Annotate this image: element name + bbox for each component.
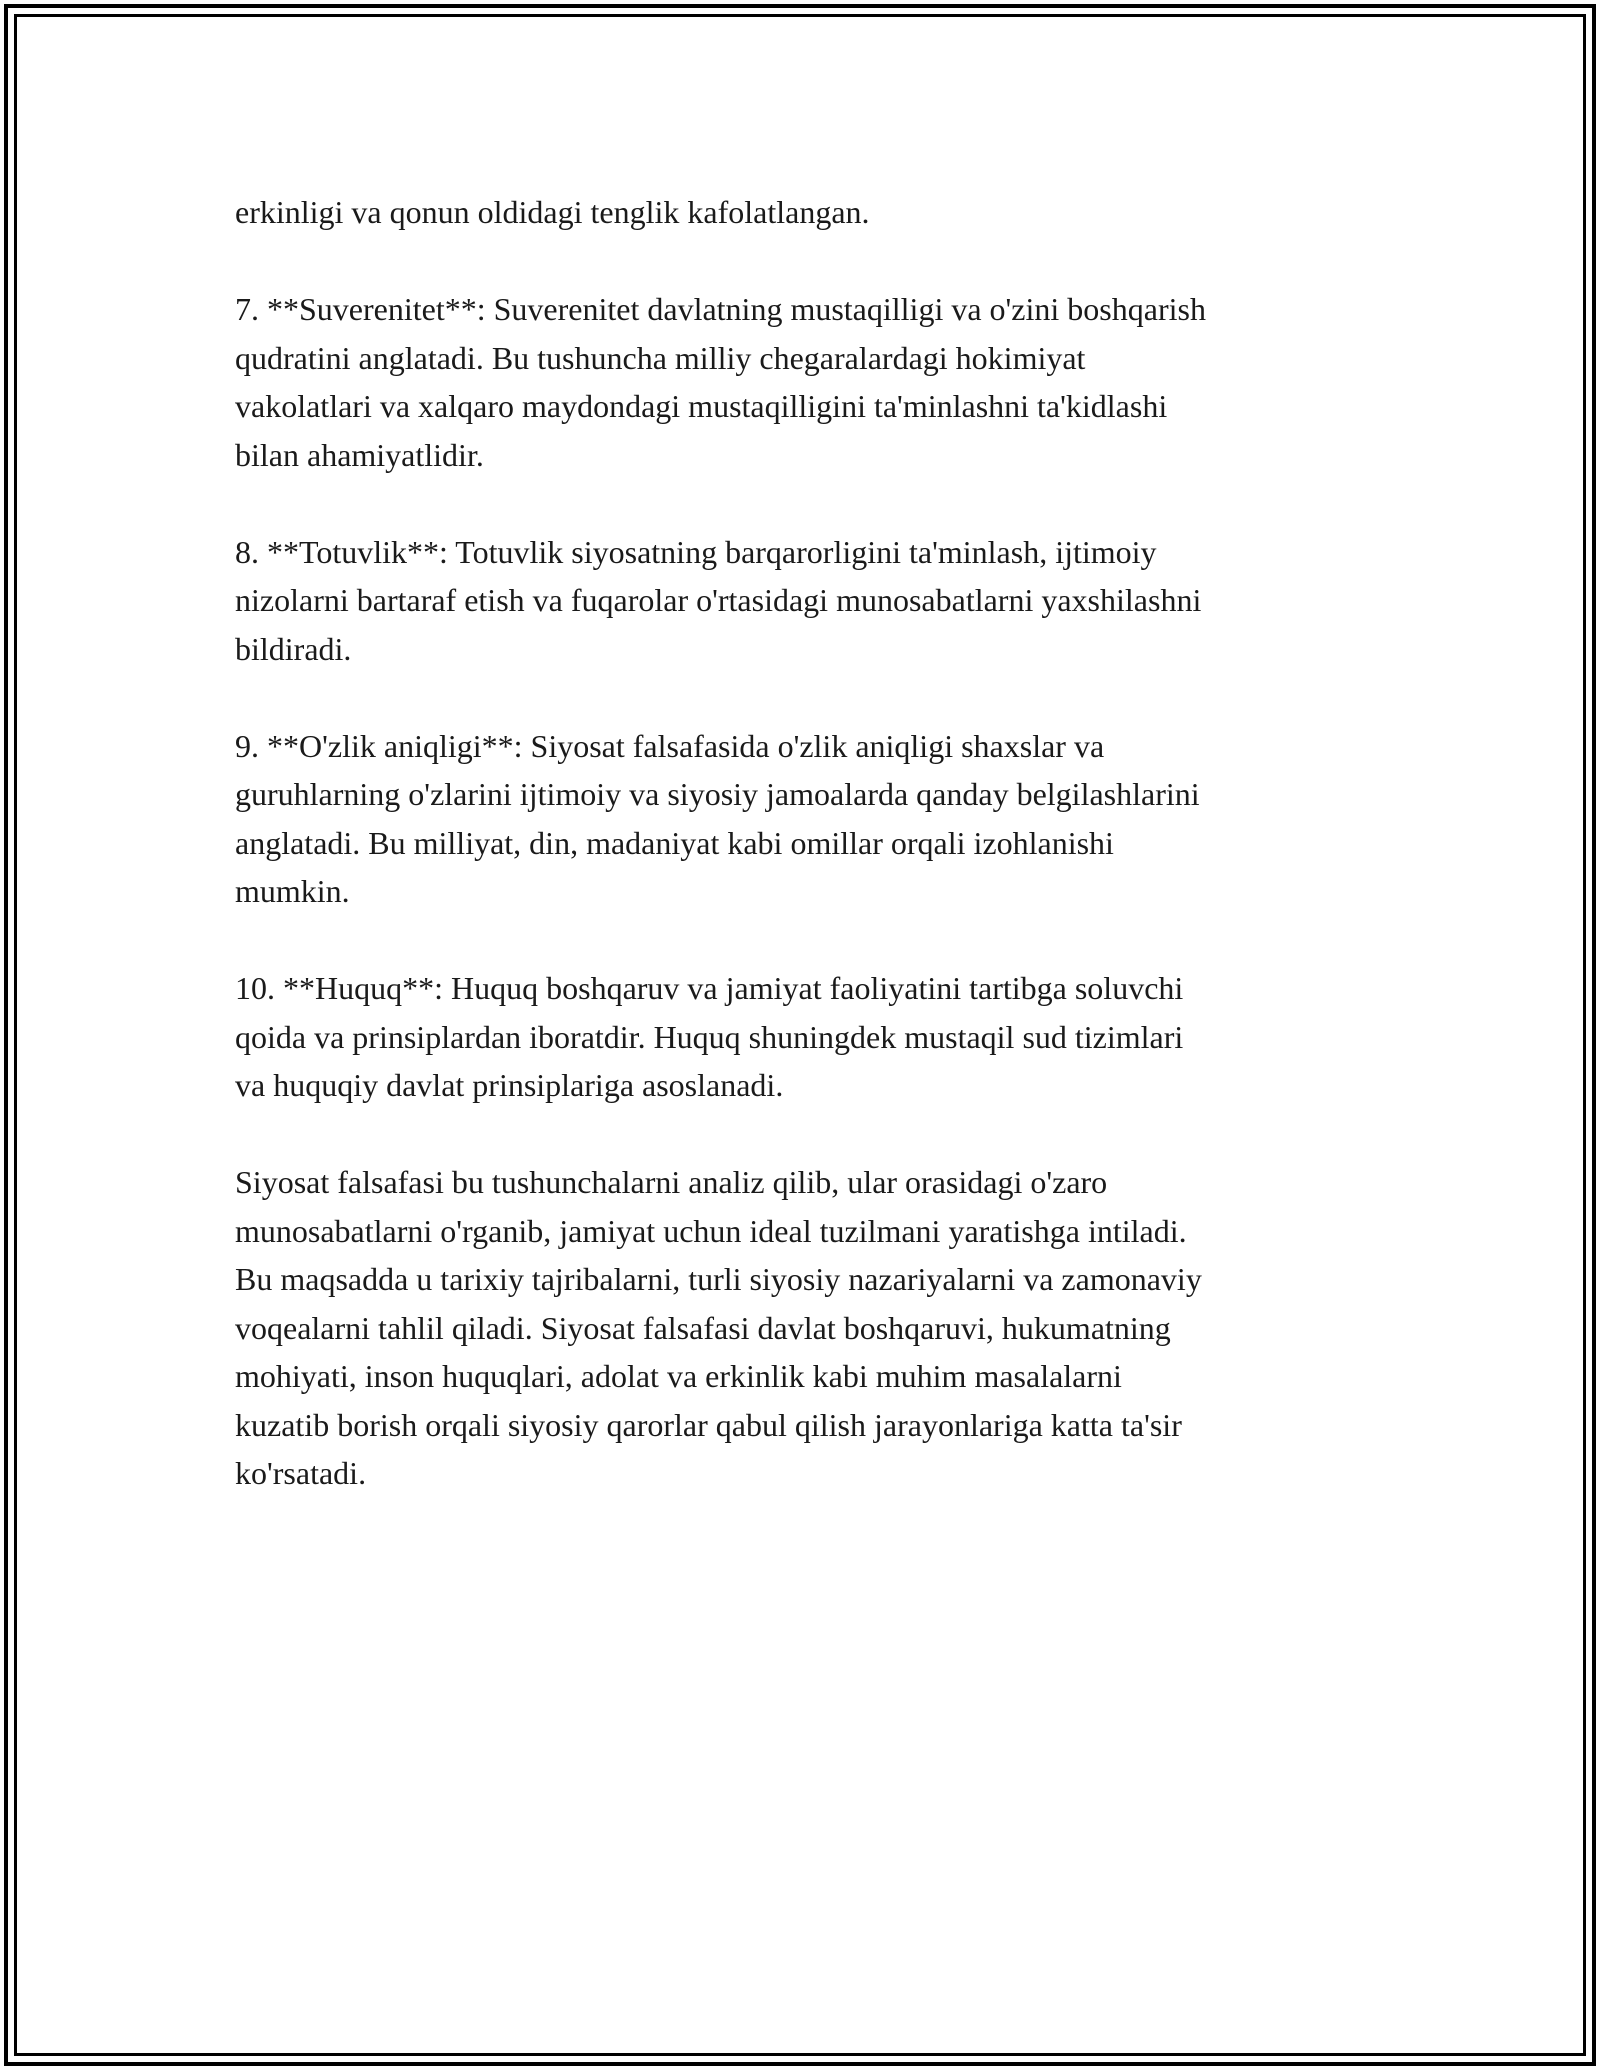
text-line: ko'rsatadi. [235,1455,367,1491]
text-line: 8. **Totuvlik**: Totuvlik siyosatning barqarorligini ta'minlash, ijtimoiy [235,533,1157,570]
paragraph-continuation [235,188,1365,237]
text-line: va huquqiy davlat prinsiplariga asoslanadi. [235,1067,784,1103]
text-line: nizolarni bartaraf etish va fuqarolar o'rtasidagi munosabatlarni yaxshilashni [235,582,1202,618]
text-line: 10. **Huquq**: Huquq boshqaruv va jamiyat faoliyatini tartibga soluvchi [235,970,1184,1006]
text-line: bilan ahamiyatlidir. [235,436,484,473]
text-line: qoida va prinsiplardan iboratdir. Huquq shuningdek mustaqil sud tizimlari [235,1018,1184,1055]
text-line: guruhlarning o'zlarini ijtimoiy va siyosiy jamoalarda qanday belgilashlarini [235,776,1200,812]
text-line: voqealarni tahlil qiladi. Siyosat falsafasi davlat boshqaruvi, hukumatning [235,1309,1171,1346]
text-line: vakolatlari va xalqaro maydondagi mustaqilligini ta'minlashni ta'kidlashi [235,388,1168,424]
text-line: erkinligi va qonun oldidagi tenglik kafolatlangan. [235,194,870,230]
text-line: Siyosat falsafasi bu tushunchalarni analiz qilib, ular orasidagi o'zaro [235,1164,1108,1200]
text-line: 7. **Suverenitet**: Suverenitet davlatning mustaqilligi va o'zini boshqarish [235,291,1206,327]
paragraph-totuvlik [235,528,1365,674]
text-line: anglatadi. Bu milliyat, din, madaniyat kabi omillar orqali izohlanishi [235,824,1114,861]
paragraph-huquq [235,964,1365,1110]
document-body [235,188,1365,1498]
text-line: kuzatib borish orqali siyosiy qarorlar qabul qilish jarayonlariga katta ta'sir [235,1406,1182,1443]
text-line: mohiyati, inson huquqlari, adolat va erkinlik kabi muhim masalalarni [235,1358,1122,1394]
text-line: qudratini anglatadi. Bu tushuncha milliy chegaralardagi hokimiyat [235,339,1086,376]
paragraph-conclusion [235,1158,1365,1498]
text-line: bildiradi. [235,630,352,667]
text-line: Bu maqsadda u tarixiy tajribalarni, turli siyosiy nazariyalarni va zamonaviy [235,1261,1202,1297]
paragraph-ozlik-aniqligi [235,722,1365,916]
text-line: munosabatlarni o'rganib, jamiyat uchun ideal tuzilmani yaratishga intiladi. [235,1212,1187,1249]
text-line: mumkin. [235,873,350,909]
text-line: 9. **O'zlik aniqligi**: Siyosat falsafasida o'zlik aniqligi shaxslar va [235,727,1105,764]
paragraph-suverenitet [235,285,1365,479]
